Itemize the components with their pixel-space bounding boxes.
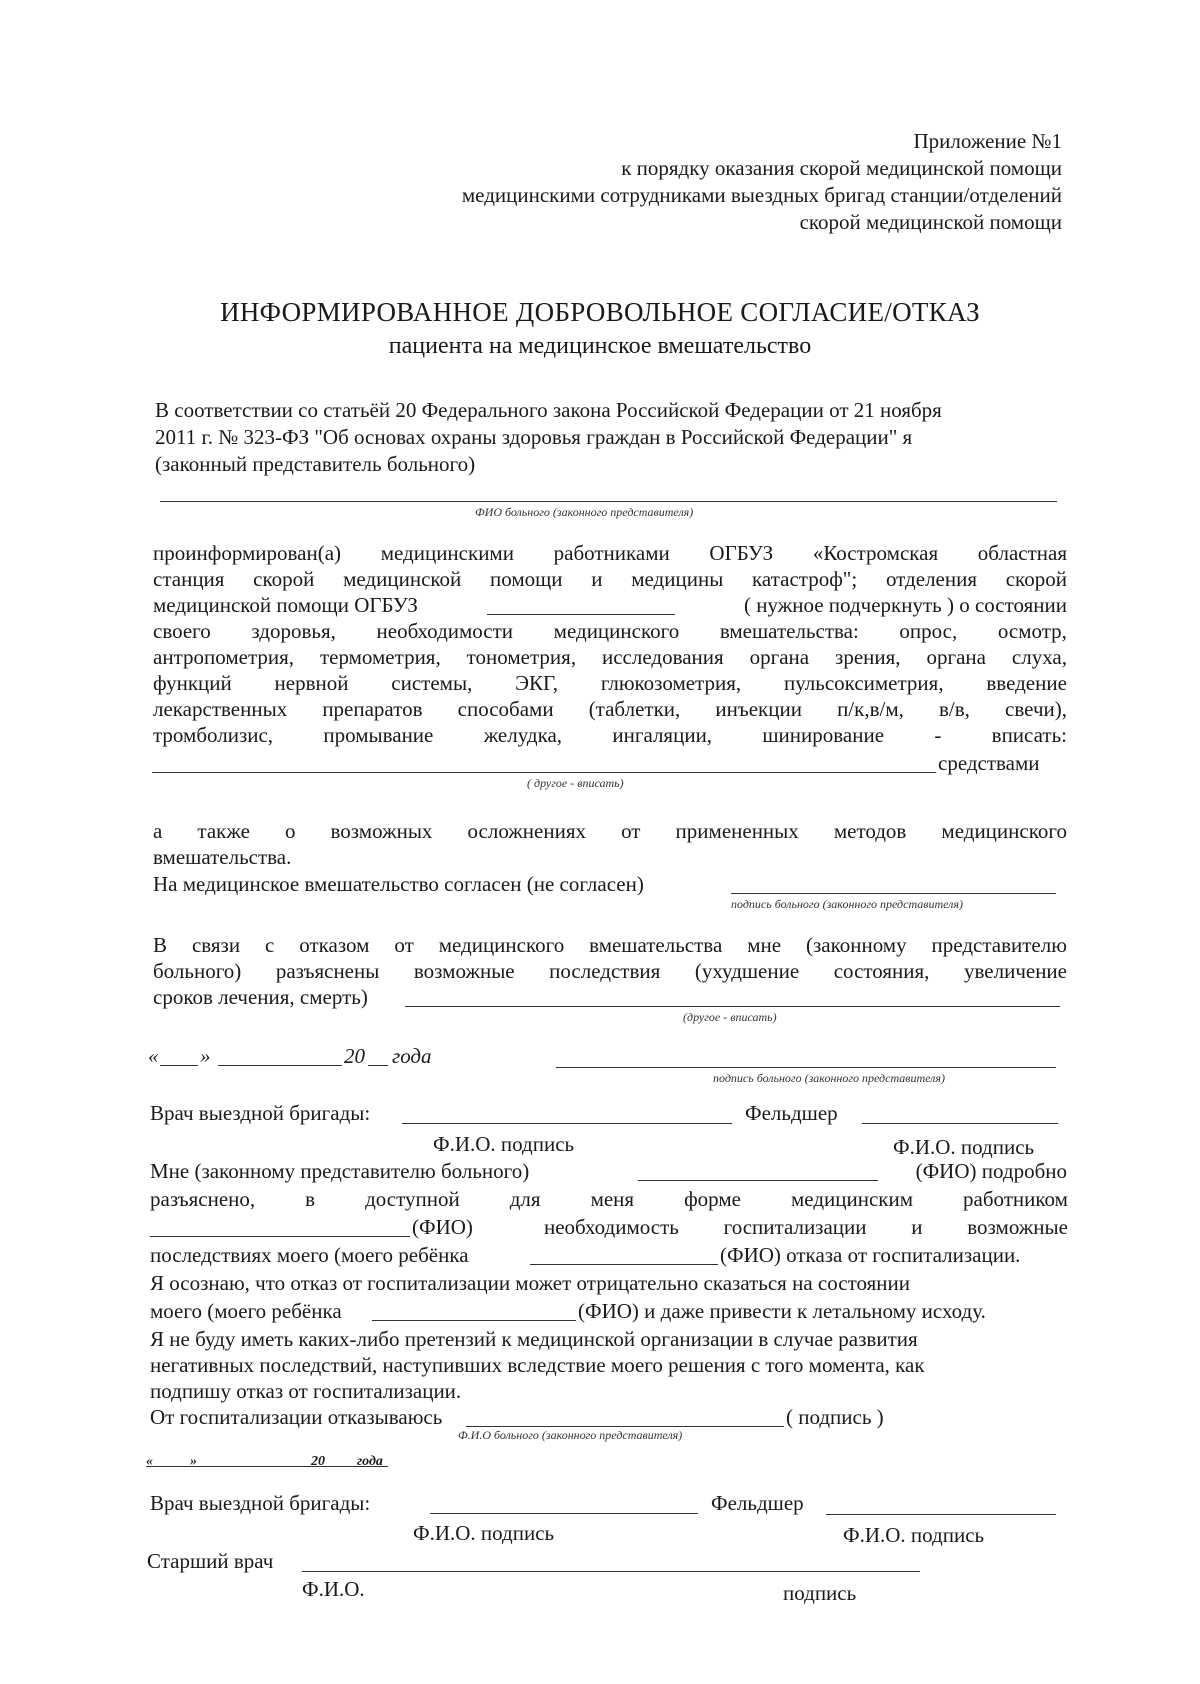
- word: введение: [986, 671, 1067, 695]
- word: функций: [153, 671, 232, 695]
- consent-label: На медицинское вмешательство согласен (не согласен): [153, 872, 644, 896]
- paramedic-sign-field-1[interactable]: [862, 1123, 1058, 1124]
- word: областная: [977, 541, 1067, 565]
- date1-year-prefix: 20: [344, 1044, 365, 1068]
- info-line-1: [153, 540, 1067, 566]
- document-subtitle: пациента на медицинское вмешательство: [388, 333, 812, 359]
- word: состояния,: [833, 959, 930, 983]
- word: зрения,: [835, 645, 901, 669]
- paramedic-caption-1: Ф.И.О. подпись: [893, 1135, 1035, 1159]
- word: системы,: [391, 671, 473, 695]
- info-line-3b: ( нужное подчеркнуть ) о состоянии: [744, 593, 1067, 617]
- hospital-line-7: Я не буду иметь каких-либо претензий к медицинской организации в случае развития: [150, 1327, 918, 1351]
- word: станция: [153, 567, 225, 591]
- date1-close-quote: »: [200, 1044, 211, 1068]
- word: проинформирован(а): [153, 541, 342, 565]
- complications-line-2: вмешательства.: [153, 845, 292, 869]
- word: о: [284, 819, 296, 843]
- hospital-line-8: негативных последствий, наступивших вследствие моего решения с того момента, как: [150, 1353, 925, 1377]
- appendix-line-3: медицинскими сотрудниками выездных бригад станции/отделений: [461, 183, 1062, 207]
- word: доступной: [365, 1187, 460, 1211]
- child-fio-field-1[interactable]: [530, 1264, 718, 1265]
- paramedic-caption-2: Ф.И.О. подпись: [843, 1523, 985, 1547]
- word: примененных: [675, 819, 799, 843]
- word: возможных: [330, 819, 433, 843]
- date1-month-field[interactable]: [218, 1065, 342, 1066]
- complications-line-1: [153, 818, 1067, 844]
- word: медицины: [631, 567, 724, 591]
- word: органа: [926, 645, 986, 669]
- patient-fio-caption: ФИО больного (законного представителя): [475, 505, 694, 519]
- word: катастроф";: [752, 567, 858, 591]
- senior-doctor-label: Старший врач: [147, 1549, 274, 1573]
- refusal-line-3: сроков лечения, смерть): [153, 985, 368, 1009]
- date1-sign-caption: подпись больного (законного представителя): [713, 1071, 945, 1085]
- worker-fio-field[interactable]: [150, 1236, 410, 1237]
- hospital-line-4a: последствиях моего (моего ребёнка: [150, 1243, 469, 1267]
- word: также: [197, 819, 250, 843]
- word: меня: [590, 1187, 635, 1211]
- word: а: [153, 819, 163, 843]
- refusal-other-field[interactable]: [405, 1006, 1060, 1007]
- word: работниками: [553, 541, 670, 565]
- word: препаратов: [322, 697, 423, 721]
- word: осмотр,: [997, 619, 1067, 643]
- word: опрос,: [899, 619, 958, 643]
- word: способами: [457, 697, 554, 721]
- word: ингаляции,: [612, 723, 713, 747]
- word: скорой: [1005, 567, 1067, 591]
- date1-year-field[interactable]: [368, 1065, 388, 1066]
- document-title: ИНФОРМИРОВАННОЕ ДОБРОВОЛЬНОЕ СОГЛАСИЕ/ОТКАЗ: [220, 297, 980, 327]
- word: медицинским: [790, 1187, 914, 1211]
- word: В: [153, 933, 168, 957]
- hospital-line-5: Я осознаю, что отказ от госпитализации может отрицательно сказаться на состоянии: [150, 1271, 910, 1295]
- date2-year-word: года: [357, 1454, 383, 1469]
- doctor-caption-2: Ф.И.О. подпись: [413, 1521, 555, 1545]
- word: и: [911, 1215, 923, 1239]
- word: своего: [153, 619, 211, 643]
- hospital-line-6a: моего (моего ребёнка: [150, 1299, 342, 1323]
- other-methods-caption: ( другое - вписать): [527, 776, 624, 790]
- word: возможные: [413, 959, 515, 983]
- word: осложнениях: [467, 819, 587, 843]
- word: госпитализации: [723, 1215, 867, 1239]
- word: вмешательства: [589, 933, 723, 957]
- senior-sign-caption: подпись: [783, 1581, 857, 1605]
- senior-doctor-sign-field[interactable]: [302, 1571, 920, 1572]
- refuse-hospital-label: От госпитализации отказываюсь: [150, 1405, 443, 1429]
- word: от: [394, 933, 414, 957]
- word: разъяснены: [275, 959, 380, 983]
- word: (законному: [805, 933, 907, 957]
- word: и: [591, 567, 603, 591]
- word: здоровья,: [251, 619, 336, 643]
- date2-day-month-field[interactable]: [146, 1466, 388, 1467]
- word: слуха,: [1011, 645, 1067, 669]
- word: скорой: [253, 567, 315, 591]
- paramedic-label-2: Фельдшер: [711, 1491, 804, 1515]
- hospital-line-4b: (ФИО) отказа от госпитализации.: [720, 1243, 1021, 1267]
- word: больного): [153, 959, 242, 983]
- word: «Костромская: [812, 541, 939, 565]
- word: органа: [749, 645, 810, 669]
- hospital-line-3b: [544, 1214, 1068, 1240]
- word: представителю: [931, 933, 1067, 957]
- refuse-hospital-sign-field[interactable]: [466, 1426, 784, 1427]
- paramedic-sign-field-2[interactable]: [826, 1514, 1056, 1515]
- hospital-line-3a: (ФИО): [412, 1215, 473, 1239]
- word: тонометрия,: [466, 645, 577, 669]
- hospital-line-1b: (ФИО) подробно: [915, 1159, 1067, 1183]
- word: (таблетки,: [588, 697, 681, 721]
- child-fio-field-2[interactable]: [372, 1320, 576, 1321]
- word: связи: [191, 933, 241, 957]
- word: от: [621, 819, 641, 843]
- doctor-label-2: Врач выездной бригады:: [150, 1491, 371, 1515]
- word: шинирование: [762, 723, 885, 747]
- word: антропометрия,: [153, 645, 295, 669]
- word: свечи),: [1005, 697, 1067, 721]
- word: возможные: [967, 1215, 1068, 1239]
- appendix-line-2: к порядку оказания скорой медицинской помощи: [621, 156, 1062, 180]
- word: необходимость: [544, 1215, 679, 1239]
- refuse-hospital-caption: Ф.И.О больного (законного представителя): [458, 1428, 683, 1442]
- consent-sign-caption: подпись больного (законного представителя): [731, 897, 963, 911]
- word: нервной: [274, 671, 349, 695]
- word: медицинского: [941, 819, 1067, 843]
- word: -: [934, 723, 942, 747]
- doctor-caption-1: Ф.И.О. подпись: [433, 1132, 575, 1156]
- word: ЭКГ,: [515, 671, 559, 695]
- word: отделения: [885, 567, 978, 591]
- word: отказом: [299, 933, 370, 957]
- refusal-line-1: [153, 932, 1067, 958]
- date2-close-quote: »: [190, 1454, 197, 1469]
- date1-day-field[interactable]: [160, 1065, 198, 1066]
- date1-sign-field[interactable]: [556, 1067, 1056, 1068]
- doctor-sign-field-1[interactable]: [402, 1123, 732, 1124]
- patient-fio-field[interactable]: [160, 501, 1057, 502]
- date1-year-word: года: [392, 1044, 432, 1068]
- word: ОГБУЗ: [709, 541, 774, 565]
- word: для: [509, 1187, 541, 1211]
- paramedic-label-1: Фельдшер: [745, 1101, 838, 1125]
- hospital-line-2: [150, 1186, 1068, 1212]
- word: увеличение: [963, 959, 1067, 983]
- word: мне: [747, 933, 782, 957]
- word: глюкозометрия,: [600, 671, 742, 695]
- hospital-line-6b: (ФИО) и даже привести к летальному исходу.: [578, 1299, 986, 1323]
- station-field[interactable]: [487, 614, 675, 615]
- word: желудка,: [483, 723, 563, 747]
- info-line-4: [153, 618, 1067, 644]
- info-line-8: [153, 722, 1067, 748]
- info-line-2: [153, 566, 1067, 592]
- doctor-sign-field-2[interactable]: [430, 1513, 698, 1514]
- word: тромболизис,: [153, 723, 274, 747]
- intro-line-3: (законный представитель больного): [155, 452, 476, 476]
- refusal-other-caption: (другое - вписать): [683, 1010, 777, 1024]
- hospital-line-9: подпишу отказ от госпитализации.: [150, 1379, 462, 1403]
- word: в: [305, 1187, 316, 1211]
- date1-open-quote: «: [148, 1044, 159, 1068]
- word: в/в,: [939, 697, 970, 721]
- word: вписать:: [991, 723, 1067, 747]
- word: работником: [963, 1187, 1068, 1211]
- refusal-line-2: [153, 958, 1067, 984]
- refuse-hospital-sign-label: ( подпись ): [786, 1405, 884, 1429]
- info-line-6: [153, 670, 1067, 696]
- word: пульсоксиметрия,: [783, 671, 944, 695]
- hospital-line-1a: Мне (законному представителю больного): [150, 1159, 530, 1183]
- info-line-3a: медицинской помощи ОГБУЗ: [153, 593, 418, 617]
- word: медицинской: [343, 567, 462, 591]
- word: вмешательства:: [719, 619, 859, 643]
- representative-fio-field[interactable]: [638, 1180, 878, 1181]
- word: медицинского: [553, 619, 680, 643]
- word: промывание: [323, 723, 434, 747]
- appendix-line-4: скорой медицинской помощи: [799, 210, 1062, 234]
- word: медицинского: [438, 933, 565, 957]
- info-line-7: [153, 696, 1067, 722]
- word: разъяснено,: [150, 1187, 256, 1211]
- intro-line-2: 2011 г. № 323-ФЗ "Об основах охраны здоровья граждан в Российской Федерации" я: [155, 425, 913, 449]
- word: необходимости: [376, 619, 514, 643]
- word: п/к,в/м,: [837, 697, 904, 721]
- date2-year-prefix: 20: [311, 1454, 325, 1469]
- word: медицинскими: [380, 541, 514, 565]
- word: форме: [684, 1187, 741, 1211]
- word: инъекции: [715, 697, 802, 721]
- appendix-line-1: Приложение №1: [913, 129, 1062, 153]
- info-line-9: средствами: [938, 751, 1040, 775]
- word: с: [265, 933, 275, 957]
- word: помощи: [489, 567, 563, 591]
- intro-line-1: В соответствии со статьёй 20 Федерального закона Российской Федерации от 21 ноября: [155, 398, 942, 422]
- word: (ухудшение: [694, 959, 800, 983]
- consent-sign-field[interactable]: [731, 893, 1056, 894]
- other-methods-field[interactable]: [152, 772, 936, 773]
- info-line-5: [153, 644, 1067, 670]
- word: последствия: [549, 959, 661, 983]
- word: методов: [833, 819, 907, 843]
- senior-fio-caption: Ф.И.О.: [302, 1577, 365, 1601]
- word: термометрия,: [319, 645, 441, 669]
- word: лекарственных: [153, 697, 288, 721]
- date2-open-quote: «: [146, 1454, 153, 1469]
- doctor-label-1: Врач выездной бригады:: [150, 1101, 371, 1125]
- word: исследования: [602, 645, 724, 669]
